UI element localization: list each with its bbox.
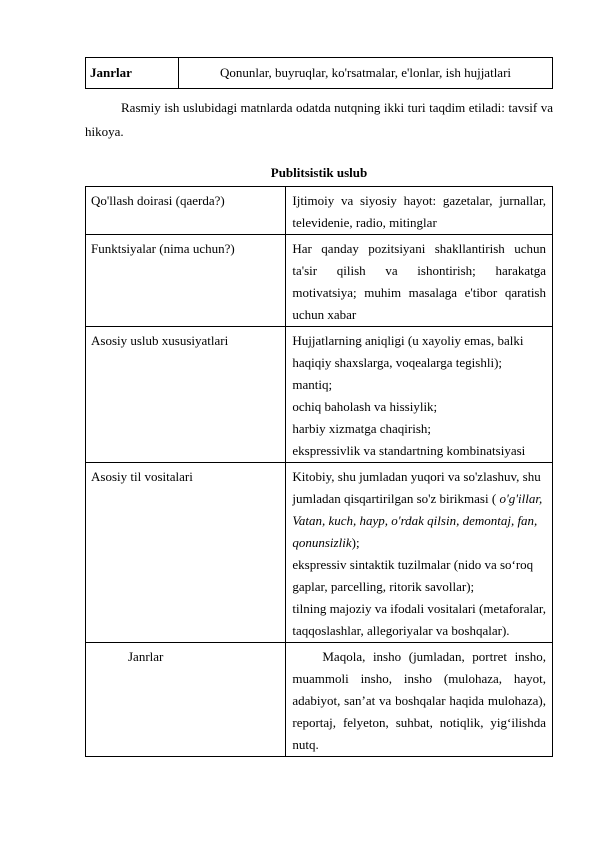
table-row [86, 463, 553, 643]
table-row [86, 58, 553, 89]
text-line: haqiqiy shaxslarga, voqealarga tegishli); [292, 355, 503, 370]
text-line: ochiq baholash va hissiylik; [292, 399, 438, 414]
table-row [86, 235, 553, 327]
table-row [86, 187, 553, 235]
text-line: gaplar, parcelling, ritorik savollar); [292, 579, 475, 594]
text-line [292, 488, 546, 510]
row-text: Maqola, insho (jumladan, portret insho, muammoli insho, insho (mulohaza, hayot, adabiyot, san’at va boshqalar haqida mulohaza), reportaj, felyeton, suhbat, notiqlik, yig‘ilishda nutq. [286, 643, 553, 757]
genres-value: Qonunlar, buyruqlar, ko'rsatmalar, e'lonlar, ish hujjatlari [179, 58, 553, 89]
text-line: tilning majoziy va ifodali vositalari (metaforalar, [292, 601, 546, 616]
publicist-style-table [85, 186, 553, 757]
example-words: Vatan, kuch, hayp, o'rdak qilsin, demontaj, fan, [292, 513, 538, 528]
table-row [86, 643, 553, 757]
text-line: taqqoslashlar, allegoriyalar va boshqalar). [292, 623, 510, 638]
row-label: Qo'llash doirasi (qaerda?) [86, 187, 286, 235]
table-row [86, 327, 553, 463]
text-line: harbiy xizmatga chaqirish; [292, 421, 431, 436]
text-line: Hujjatlarning aniqligi (u xayoliy emas, balki [292, 333, 524, 348]
row-text [286, 463, 553, 643]
text-line: mantiq; [292, 377, 333, 392]
row-label: Asosiy til vositalari [86, 463, 286, 643]
text-span: ); [351, 535, 360, 550]
example-words: qonunsizlik [292, 535, 352, 550]
section-heading: Publitsistik uslub [270, 165, 368, 180]
body-paragraph: Rasmiy ish uslubidagi matnlarda odatda nutqning ikki turi taqdim etiladi: tavsif va hikoya. [85, 100, 553, 139]
row-label: Janrlar [86, 643, 286, 757]
text-line: ekspressiv sintaktik tuzilmalar (nido va so‘roq [292, 557, 534, 572]
row-text: Ijtimoiy va siyosiy hayot: gazetalar, jurnallar, televidenie, radio, mitinglar [286, 187, 553, 235]
text-line [292, 510, 546, 532]
row-text: Har qanday pozitsiyani shakllantirish uchun ta'sir qilish va ishontirish; harakatga motivatsiya; muhim masalaga e'tibor qaratish uchun xabar [286, 235, 553, 327]
row-label: Asosiy uslub xususiyatlari [86, 327, 286, 463]
text-span: jumladan qisqartirilgan so'z birikmasi ( [292, 491, 500, 506]
text-line [292, 532, 546, 554]
example-words: o'g'illar, [499, 491, 543, 506]
row-label: Funktsiyalar (nima uchun?) [86, 235, 286, 327]
text-line: ekspressivlik va standartning kombinatsiyasi [292, 443, 526, 458]
row-text [286, 327, 553, 463]
genres-table [85, 57, 553, 89]
genres-label: Janrlar [86, 58, 179, 89]
text-line: Kitobiy, shu jumladan yuqori va so'zlashuv, shu [292, 469, 541, 484]
